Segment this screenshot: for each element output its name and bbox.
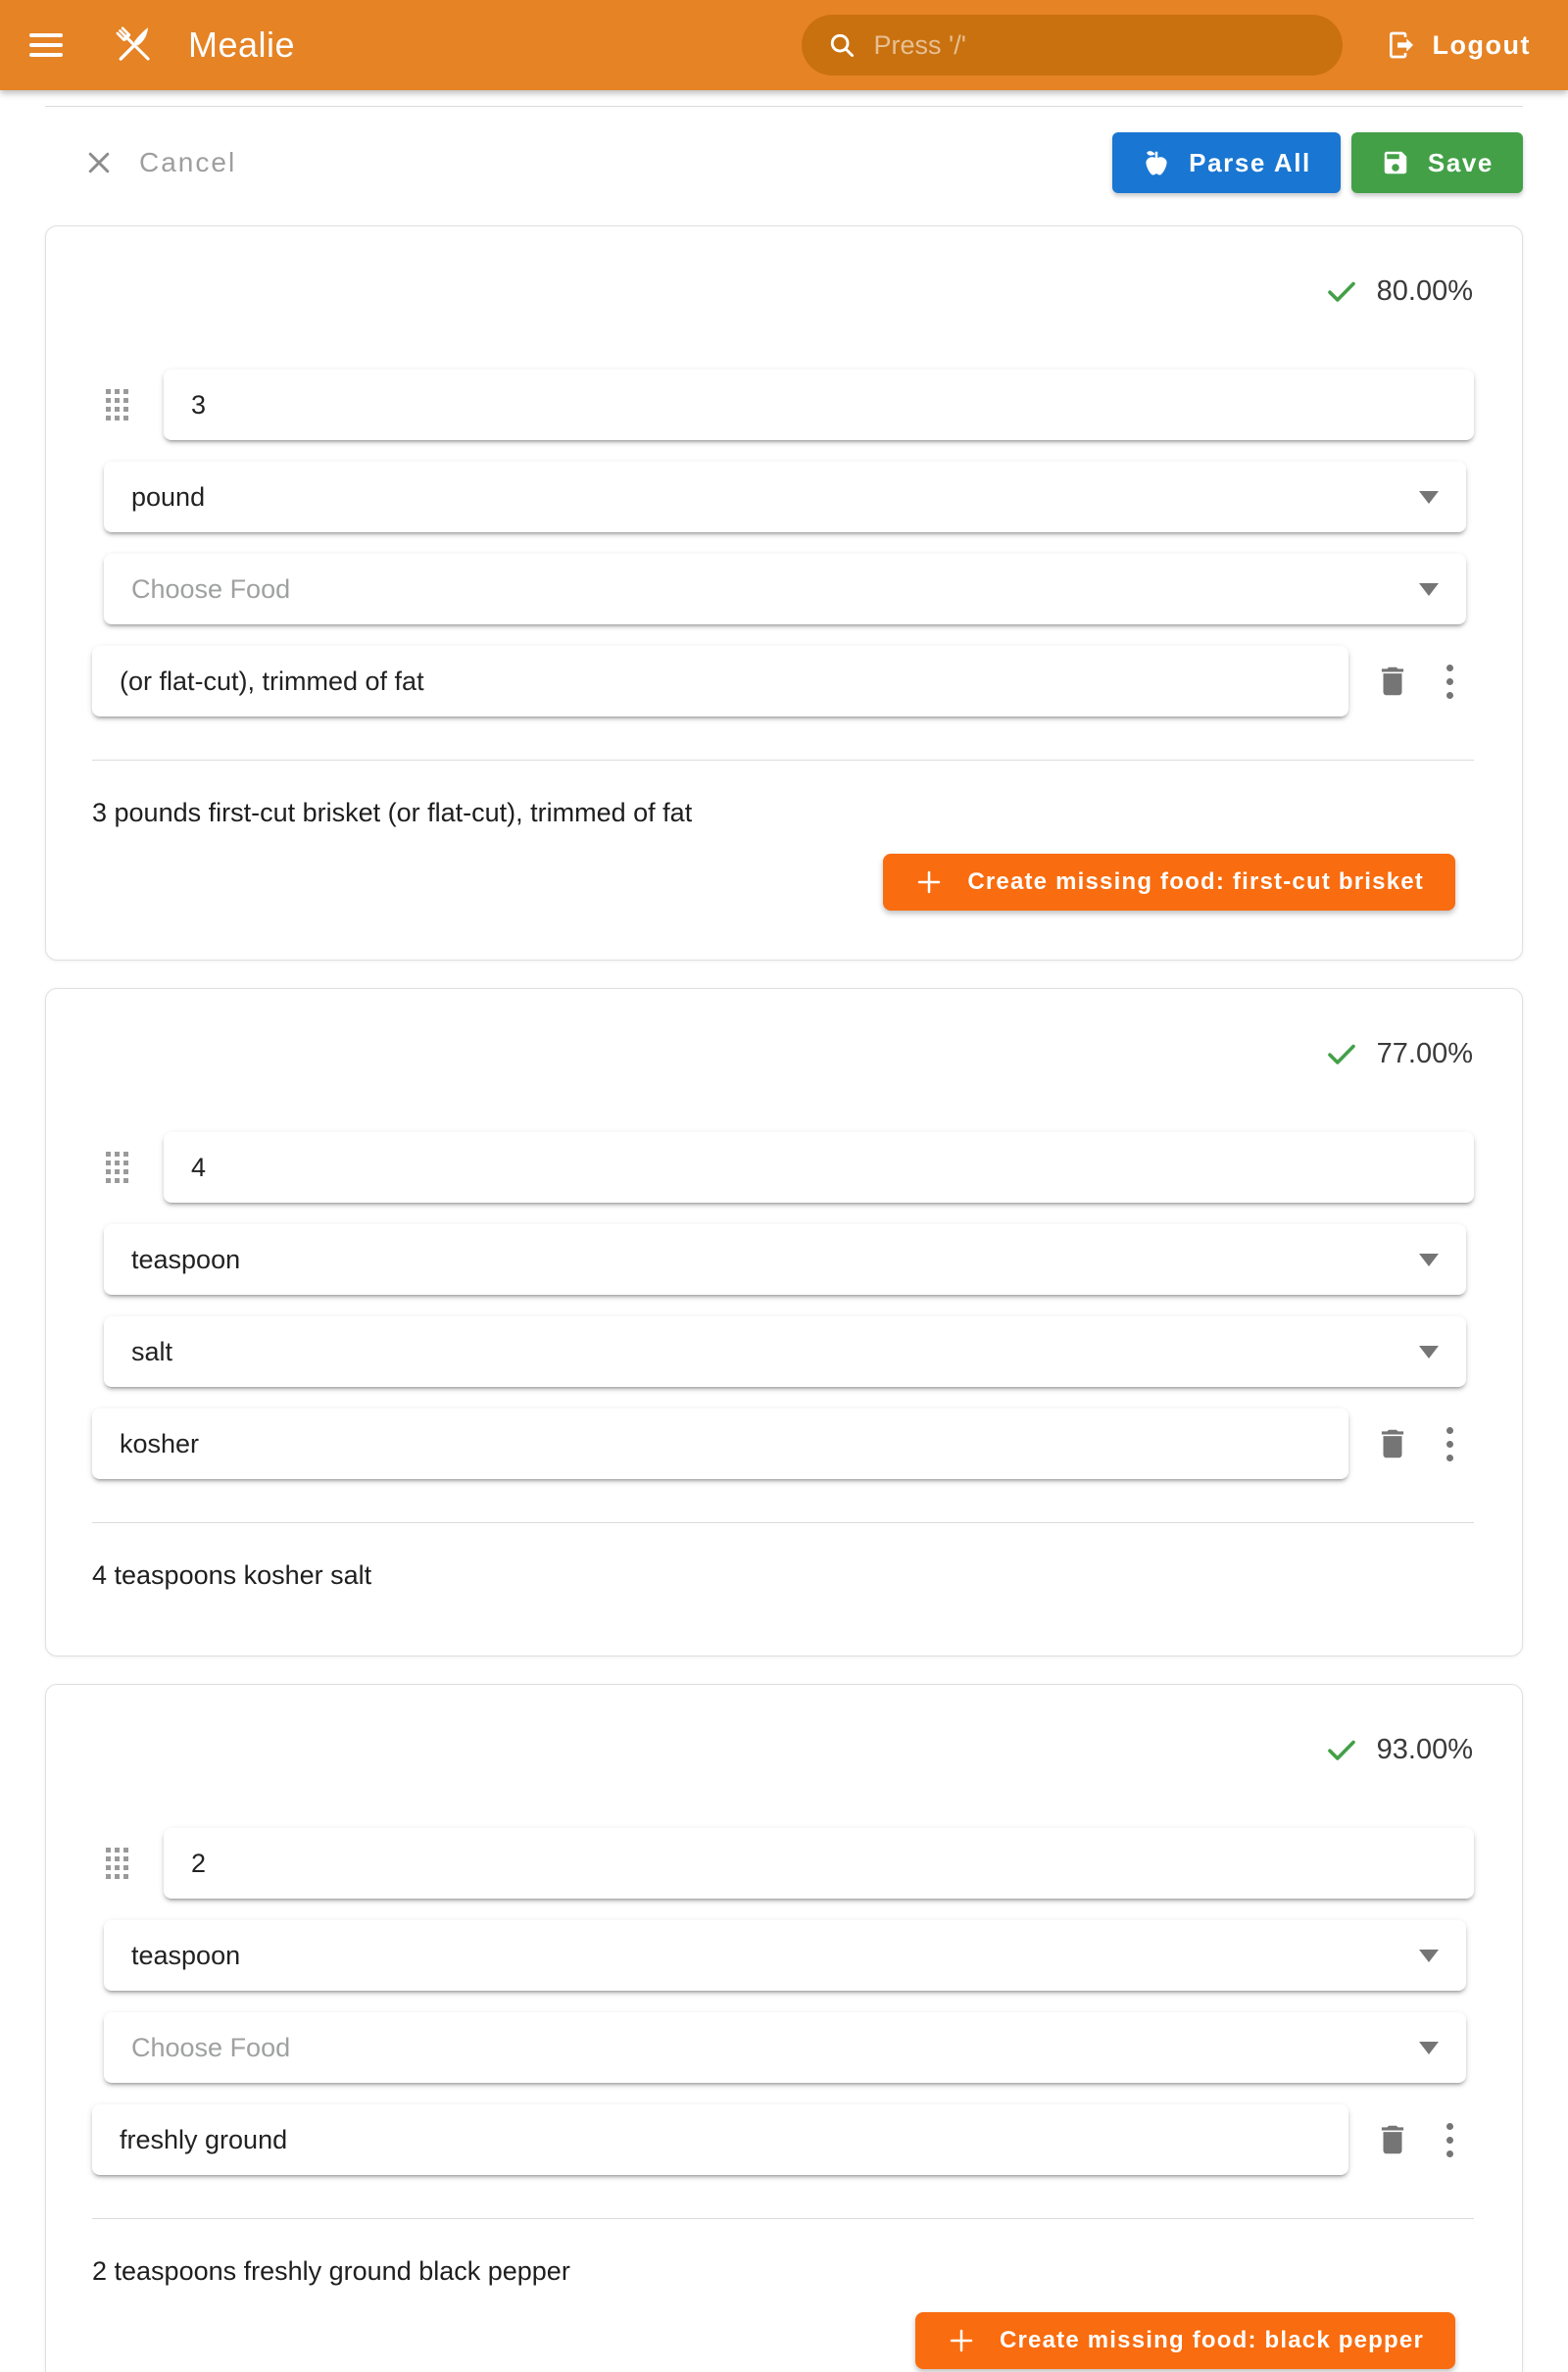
- quantity-field: [164, 1828, 1474, 1899]
- delete-button[interactable]: [1374, 1425, 1411, 1462]
- more-options-button[interactable]: [1446, 2123, 1453, 2157]
- drag-handle-icon[interactable]: [106, 1152, 128, 1183]
- original-ingredient-text: 2 teaspoons freshly ground black pepper: [92, 2256, 570, 2286]
- food-select-value: salt: [131, 1336, 173, 1366]
- divider: [92, 760, 1474, 761]
- create-missing-food-button[interactable]: [915, 2312, 1455, 2369]
- notes-field: [92, 2104, 1348, 2175]
- check-icon: [1324, 1732, 1359, 1767]
- confidence-row: [46, 989, 1522, 1071]
- kebab-icon: [1446, 1427, 1453, 1461]
- notes-row: [92, 1408, 1522, 1479]
- parse-all-label: Parse All: [1189, 147, 1311, 177]
- unit-select[interactable]: [104, 1224, 1466, 1295]
- logout-icon: [1386, 29, 1417, 61]
- cancel-label: Cancel: [139, 147, 237, 177]
- unit-select[interactable]: [104, 462, 1466, 532]
- divider: [92, 2218, 1474, 2219]
- quantity-row: [46, 1132, 1522, 1203]
- quantity-field: [164, 1132, 1474, 1203]
- search-bar[interactable]: [802, 15, 1343, 75]
- drag-handle-icon[interactable]: [106, 1848, 128, 1879]
- trash-icon: [1374, 2121, 1411, 2158]
- parser-page: [0, 106, 1568, 2372]
- parse-all-button[interactable]: [1112, 132, 1341, 193]
- chevron-down-icon: [1419, 1346, 1439, 1359]
- food-select[interactable]: [104, 2012, 1466, 2083]
- quantity-input[interactable]: [191, 1153, 1446, 1183]
- cancel-button[interactable]: [84, 147, 236, 178]
- more-options-button[interactable]: [1446, 1427, 1453, 1461]
- app-title: Mealie: [188, 25, 296, 65]
- quantity-field: [164, 370, 1474, 440]
- trash-icon: [1374, 663, 1411, 700]
- kebab-icon: [1446, 665, 1453, 699]
- confidence-value: 93.00%: [1376, 1733, 1473, 1765]
- chevron-down-icon: [1419, 2042, 1439, 2054]
- kebab-icon: [1446, 2123, 1453, 2157]
- original-ingredient-text: 3 pounds first-cut brisket (or flat-cut), trimmed of fat: [92, 798, 693, 827]
- notes-input[interactable]: [120, 2125, 1321, 2155]
- unit-select-value: pound: [131, 481, 206, 512]
- hamburger-menu-icon[interactable]: [29, 27, 73, 63]
- quantity-input[interactable]: [191, 390, 1446, 420]
- divider: [92, 1522, 1474, 1523]
- confidence-row: [46, 226, 1522, 309]
- action-toolbar: [45, 132, 1523, 193]
- quantity-row: [46, 370, 1522, 440]
- food-select-placeholder: Choose Food: [131, 2032, 291, 2062]
- apple-icon: [1142, 148, 1171, 177]
- quantity-input[interactable]: [191, 1849, 1446, 1879]
- ingredient-card-2: [45, 988, 1523, 1656]
- plus-icon: [947, 2326, 976, 2355]
- check-icon: [1324, 1036, 1359, 1071]
- mealie-logo-icon[interactable]: [108, 19, 161, 72]
- delete-button[interactable]: [1374, 663, 1411, 700]
- chevron-down-icon: [1419, 1254, 1439, 1266]
- search-input[interactable]: [874, 30, 1317, 61]
- quantity-row: [46, 1828, 1522, 1899]
- delete-button[interactable]: [1374, 2121, 1411, 2158]
- create-missing-food-button[interactable]: [883, 854, 1455, 911]
- app-header: [0, 0, 1568, 90]
- close-icon: [84, 148, 114, 177]
- trash-icon: [1374, 1425, 1411, 1462]
- save-label: Save: [1427, 147, 1494, 177]
- food-select[interactable]: [104, 1316, 1466, 1387]
- confidence-value: 77.00%: [1376, 1037, 1473, 1069]
- check-icon: [1324, 273, 1359, 309]
- search-icon: [827, 30, 857, 60]
- chevron-down-icon: [1419, 583, 1439, 596]
- logout-button[interactable]: [1386, 29, 1531, 61]
- notes-field: [92, 646, 1348, 717]
- more-options-button[interactable]: [1446, 665, 1453, 699]
- food-select-placeholder: Choose Food: [131, 573, 291, 604]
- ingredient-card-3: [45, 1684, 1523, 2372]
- unit-select-value: teaspoon: [131, 1244, 241, 1274]
- original-ingredient-text: 4 teaspoons kosher salt: [92, 1560, 372, 1590]
- chevron-down-icon: [1419, 491, 1439, 504]
- notes-input[interactable]: [120, 1429, 1321, 1459]
- plus-icon: [914, 867, 944, 897]
- save-icon: [1381, 148, 1410, 177]
- confidence-row: [46, 1685, 1522, 1767]
- save-button[interactable]: [1351, 132, 1523, 193]
- notes-input[interactable]: [120, 667, 1321, 697]
- notes-row: [92, 2104, 1522, 2175]
- chevron-down-icon: [1419, 1950, 1439, 1962]
- notes-field: [92, 1408, 1348, 1479]
- food-select[interactable]: [104, 554, 1466, 624]
- unit-select-value: teaspoon: [131, 1940, 241, 1970]
- notes-row: [92, 646, 1522, 717]
- drag-handle-icon[interactable]: [106, 389, 128, 420]
- unit-select[interactable]: [104, 1920, 1466, 1991]
- create-missing-food-label: Create missing food: black pepper: [999, 2327, 1424, 2353]
- divider: [45, 106, 1523, 107]
- logout-label: Logout: [1432, 29, 1531, 60]
- confidence-value: 80.00%: [1376, 274, 1473, 307]
- ingredient-card-1: [45, 225, 1523, 961]
- create-missing-food-label: Create missing food: first-cut brisket: [967, 868, 1424, 895]
